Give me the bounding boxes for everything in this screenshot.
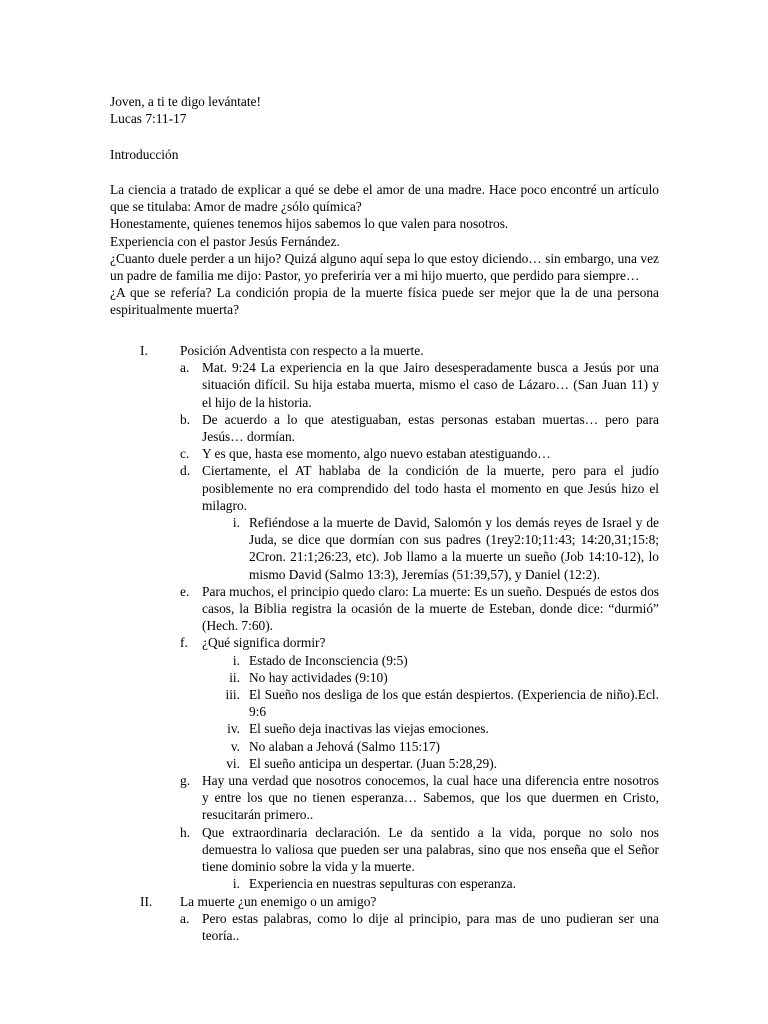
outline-section-title: La muerte ¿un enemigo o un amigo? — [180, 893, 377, 909]
sermon-title: Joven, a ti te digo levántate! — [110, 94, 261, 109]
outline-roman: iii. — [225, 687, 240, 703]
paragraph: Honestamente, quienes tenemos hijos sabemos lo que valen para nosotros. — [110, 216, 509, 232]
outline-subitem-text: El Sueño nos desliga de los que están despiertos. (Experiencia de niño).Ecl. 9:6 — [249, 687, 659, 720]
outline-roman: vi. — [226, 755, 240, 771]
outline-subitem-text: Refiéndose a la muerte de David, Salomón y los demás reyes de Israel y de Juda, se dice que dormían con sus padres (1rey2:10;11:43; 14:20,31;15:8; 2Cron. 21:1;26:23, etc). Job llamo a la muerte un sueño (Job 14:10-12), lo mismo David (Salmo 13:3), Jeremías (51:39,57), y Daniel (12:2). — [249, 515, 659, 582]
outline-item-text: De acuerdo a lo que atestiguaban, estas personas estaban muertas… pero para Jesús… dormían. — [202, 411, 659, 445]
outline-subitem-f-ii — [202, 669, 659, 686]
outline-number: I. — [140, 343, 148, 358]
outline-subitem-text: Estado de Inconsciencia (9:5) — [249, 652, 408, 668]
outline-letter: g. — [180, 773, 191, 789]
introduction-heading: Introducción — [110, 147, 179, 162]
outline-letter: a. — [180, 910, 190, 926]
outline-item-text: Pero estas palabras, como lo dije al principio, para mas de uno pudieran ser una teoría.. — [202, 910, 659, 943]
outline-item-d — [180, 462, 659, 514]
outline-letter: d. — [180, 463, 191, 479]
outline-item-c — [180, 445, 659, 462]
outline-subitem-f-iii — [202, 686, 659, 720]
outline-roman: iv. — [227, 721, 240, 737]
outline-subitem-h-i — [202, 875, 659, 892]
outline-section-1 — [110, 342, 659, 359]
outline-item-text: Mat. 9:24 La experiencia en la que Jairo desesperadamente busca a Jesús por una situación difícil. Su hija estaba muerta, mismo el caso de Lázaro… (San Juan 11) y el hijo de la historia. — [202, 360, 659, 410]
outline-subitem-text: Experiencia en nuestras sepulturas con esperanza. — [249, 876, 516, 892]
outline-letter: h. — [180, 824, 191, 840]
outline-roman: i. — [232, 876, 240, 892]
outline-subitem-text: No alaban a Jehová (Salmo 115:17) — [249, 738, 441, 754]
outline-section-2 — [110, 893, 659, 910]
outline-subitem-text: No hay actividades (9:10) — [249, 669, 388, 685]
outline-letter: e. — [180, 583, 190, 599]
paragraph: ¿A que se refería? La condición propia de la muerte física puede ser mejor que la de una persona espiritualmente muerta? — [110, 285, 659, 318]
paragraph: Experiencia con el pastor Jesús Fernández. — [110, 233, 340, 249]
outline-item-h — [180, 824, 659, 876]
sermon-outline — [110, 342, 659, 944]
outline-roman: i. — [232, 515, 240, 531]
outline-item-b — [180, 411, 659, 445]
outline-number: II. — [140, 893, 153, 909]
paragraph: La ciencia a tratado de explicar a qué se debe el amor de una madre. Hace poco encontré un artículo que se titulaba: Amor de madre ¿sólo química? — [110, 182, 659, 215]
outline-roman: i. — [232, 652, 240, 668]
outline-item-text: Para muchos, el principio quedo claro: La muerte: Es un sueño. Después de estos dos casos, la Biblia registra la ocasión de la muerte de Esteban, donde dice: “durmió” (Hech. 7:60). — [202, 583, 659, 634]
outline-subitem-text: El sueño deja inactivas las viejas emociones. — [249, 721, 489, 737]
outline-letter: b. — [180, 411, 191, 427]
scripture-reference: Lucas 7:11-17 — [110, 111, 187, 127]
outline-subitem-d-i — [202, 514, 659, 583]
outline-subitem-f-iv — [202, 720, 659, 737]
outline-subitem-text: El sueño anticipa un despertar. (Juan 5:28,29). — [249, 755, 498, 771]
outline-item-e — [180, 583, 659, 635]
outline-item-text: Hay una verdad que nosotros conocemos, la cual hace una diferencia entre nosotros y entre los que no tienen esperanza… Sabemos, que los que duermen en Cristo, resucitarán primero.. — [202, 773, 659, 823]
document-header — [110, 93, 660, 127]
outline-item-text: Ciertamente, el AT hablaba de la condición de la muerte, pero para el judío posiblemente no era comprendido del todo hasta el momento en que Jesús hizo el milagro. — [202, 463, 659, 513]
outline-letter: a. — [180, 360, 190, 376]
outline-item-text: Que extraordinaria declaración. Le da sentido a la vida, porque no solo nos demuestra lo valiosa que pueden ser una palabras, sino que nos enseña que el Señor tiene dominio sobre la vida y la muerte. — [202, 824, 659, 875]
outline-item-a — [180, 359, 659, 411]
introduction-body — [110, 181, 659, 319]
outline-letter: c. — [180, 446, 190, 462]
outline-roman: ii. — [229, 669, 240, 685]
outline-item-text: ¿Qué significa dormir? — [202, 635, 326, 651]
outline-item-a — [180, 910, 659, 944]
paragraph: ¿Cuanto duele perder a un hijo? Quizá alguno aquí sepa lo que estoy diciendo… sin embargo, una vez un padre de familia me dijo: Pastor, yo preferiría ver a mi hijo muerto, que perdido para siempre… — [110, 250, 659, 284]
outline-item-g — [180, 772, 659, 824]
outline-roman: v. — [230, 738, 240, 754]
outline-subitem-f-i — [202, 652, 659, 669]
outline-subitem-f-v — [202, 738, 659, 755]
outline-subitem-f-vi — [202, 755, 659, 772]
outline-item-text: Y es que, hasta ese momento, algo nuevo estaban atestiguando… — [202, 446, 551, 462]
outline-item-f — [180, 634, 659, 651]
outline-section-title: Posición Adventista con respecto a la muerte. — [180, 343, 424, 358]
outline-letter: f. — [180, 635, 188, 651]
